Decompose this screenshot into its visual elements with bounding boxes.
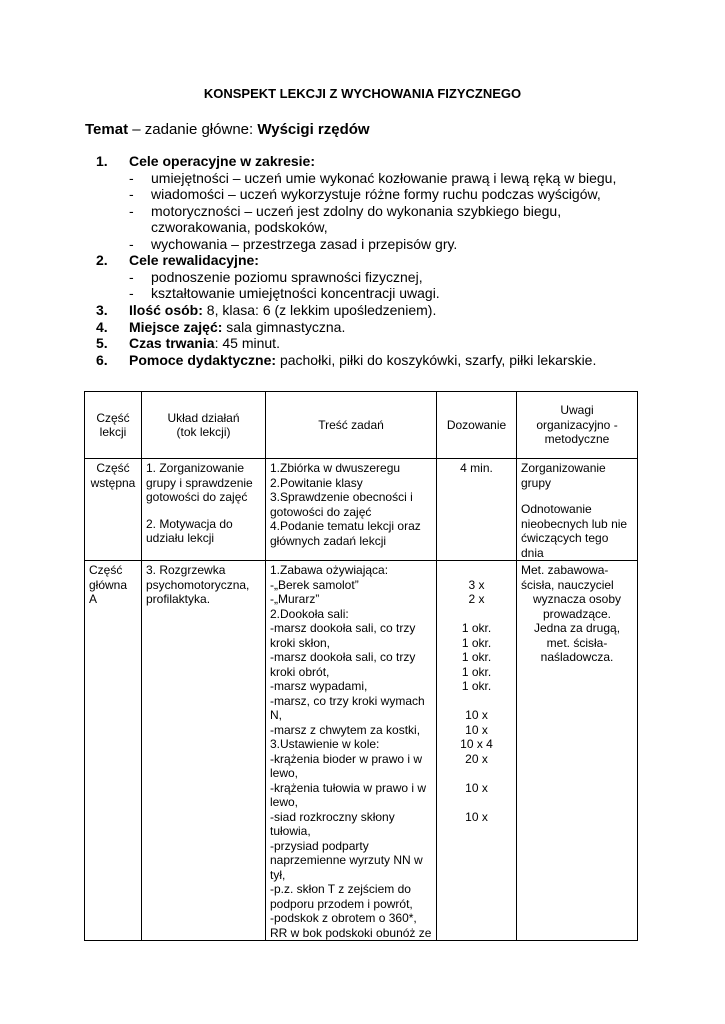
goal-item: kształtowanie umiejętności koncentracji uwagi. — [151, 285, 440, 301]
cell-part: Część główna A — [85, 561, 142, 941]
table-row — [85, 561, 638, 941]
cell-notes: Zorganizowanie grupy Odnotowanie nieobecnych lub nie ćwiczących tego dnia — [517, 459, 638, 561]
cell-dose: 4 min. — [437, 459, 517, 561]
document-title: KONSPEKT LEKCJI Z WYCHOWANIA FIZYCZNEGO — [203, 86, 522, 101]
goal-item-continued: czworakowania, podskoków, — [151, 219, 328, 235]
goal-item: wiadomości – uczeń wykorzystuje różne formy ruchu podczas wyścigów, — [151, 186, 601, 202]
topic-value: Wyścigi rzędów — [257, 121, 370, 138]
section-number: 2. — [96, 252, 108, 268]
cell-part: Część wstępna — [85, 459, 142, 561]
table-header-row — [85, 392, 638, 459]
section-number: 1. — [96, 153, 108, 169]
cell-layout: 1. Zorganizowanie grupy i sprawdzenie gotowości do zajęć 2. Motywacja do udziału lekcji — [142, 459, 266, 561]
header-notes: Uwagi organizacyjno - metodyczne — [517, 392, 638, 459]
header-layout: Układ działań (tok lekcji) — [142, 392, 266, 459]
goal-item: motoryczności – uczeń jest zdolny do wykonania szybkiego biegu, — [151, 202, 562, 219]
cell-content: 1.Zabawa ożywiająca: -„Berek samolot” -„Murarz” 2.Dookoła sali: -marsz dookoła sali, co trzy kroki skłon, -marsz dookoła sali, co trzy kroki obrót, -marsz wypadami, -marsz, co trzy kroki wymach N, -marsz z chwytem za kostki, 3.Ustawienie w kole: -krążenia bioder w prawo i w lewo, -krążenia tułowia w prawo i w lewo, -siad rozkroczny skłony tułowia, -przysiad podparty naprzemienne wyrzuty NN w tył, -p.z. skłon T z zejściem do podporu przodem i powrót, -podskok z obrotem o 360*, RR w bok podskoki obunóż ze — [266, 561, 437, 941]
header-content: Treść zadań — [266, 392, 437, 459]
cell-content: 1.Zbiórka w dwuszeregu 2.Powitanie klasy 3.Sprawdzenie obecności i gotowości do zajęć 4.Podanie tematu lekcji oraz głównych zadań lekcji — [266, 459, 437, 561]
table-row — [85, 459, 638, 561]
cell-notes: Met. zabawowa- ścisła, nauczyciel wyznacza osoby prowadzące. Jedna za drugą, met. ścisła- naśladowcza. — [517, 561, 638, 941]
header-part: Część lekcji — [85, 392, 142, 459]
lesson-topic — [85, 121, 370, 138]
topic-label: Temat — [85, 121, 129, 138]
section-heading: Cele rewalidacyjne: — [129, 252, 259, 268]
goal-item: wychowania – przestrzega zasad i przepisów gry. — [151, 235, 458, 252]
cell-layout: 3. Rozgrzewka psychomotoryczna, profilaktyka. — [142, 561, 266, 941]
topic-separator: – zadanie główne: — [128, 121, 258, 138]
goal-item: podnoszenie poziomu sprawności fizycznej, — [151, 268, 423, 285]
cell-dose: 3 x 2 x 1 okr. 1 okr. 1 okr. 1 okr. 1 okr. 10 x 10 x 10 x 4 20 x 10 x 10 x — [437, 561, 517, 941]
goal-item: umiejętności – uczeń umie wykonać kozłowanie prawą i lewą ręką w biegu, — [151, 169, 617, 186]
lesson-plan-table — [84, 391, 638, 941]
section-heading: Cele operacyjne w zakresie: — [129, 153, 315, 169]
header-dose: Dozowanie — [437, 392, 517, 459]
